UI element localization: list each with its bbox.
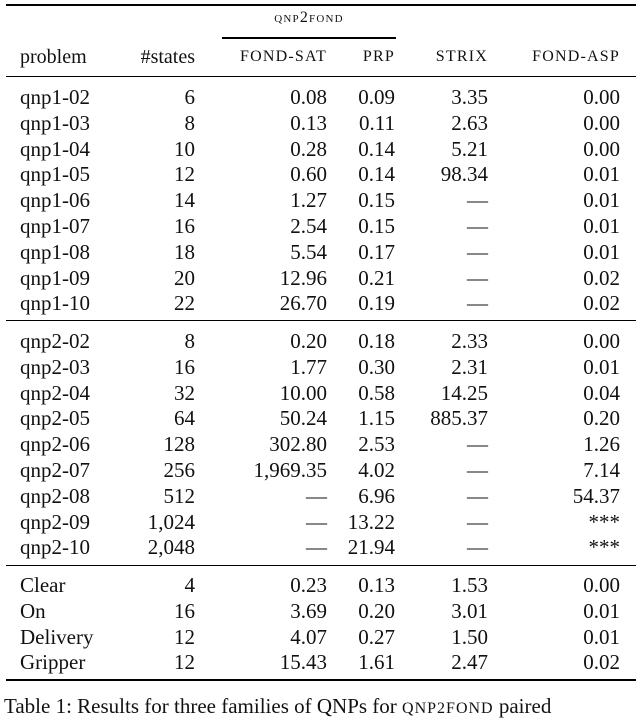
cell-states: 10 bbox=[174, 136, 195, 161]
cell-prp: 6.96 bbox=[358, 483, 395, 508]
cell-fond-sat: 10.00 bbox=[279, 380, 327, 405]
cell-fond-asp: 0.01 bbox=[583, 214, 620, 238]
cell-problem: qnp2-07 bbox=[20, 458, 90, 482]
cell-problem: qnp1-04 bbox=[20, 136, 90, 161]
cell-fond-sat: 1.77 bbox=[290, 354, 327, 379]
cell-fond-asp: 0.00 bbox=[583, 573, 620, 597]
cell-states: 12 bbox=[174, 650, 195, 675]
cell-problem: qnp2-08 bbox=[20, 483, 90, 508]
cell-fond-asp: 0.01 bbox=[583, 354, 620, 379]
cell-fond-asp: 0.01 bbox=[583, 239, 620, 264]
cell-fond-asp: 0.02 bbox=[583, 291, 620, 316]
cell-fond-asp: 0.01 bbox=[583, 188, 620, 213]
cell-fond-sat: 0.08 bbox=[290, 85, 327, 109]
cell-problem: On bbox=[20, 598, 46, 623]
cell-prp: 21.94 bbox=[347, 535, 395, 560]
col-header-states: #states bbox=[140, 46, 195, 68]
caption-suffix: paired bbox=[498, 694, 552, 718]
header-rule bbox=[6, 76, 636, 77]
cell-states: 12 bbox=[174, 624, 195, 649]
cell-fond-asp: 54.37 bbox=[572, 483, 620, 508]
cell-prp: 0.17 bbox=[358, 239, 395, 264]
cell-strix: — bbox=[467, 265, 488, 290]
cell-problem: qnp1-06 bbox=[20, 188, 90, 213]
cell-fond-sat: 1,969.35 bbox=[253, 458, 327, 482]
caption-prefix: Table 1: Results for three families of QNPs for bbox=[4, 694, 397, 718]
cell-states: 16 bbox=[174, 214, 195, 238]
cell-fond-asp: 0.01 bbox=[583, 162, 620, 187]
cell-fond-asp: 0.01 bbox=[583, 598, 620, 623]
col-header-prp: PRP bbox=[362, 48, 395, 65]
cell-prp: 0.15 bbox=[358, 188, 395, 213]
cell-states: 1,024 bbox=[147, 509, 195, 534]
cell-states: 12 bbox=[174, 162, 195, 187]
cell-prp: 0.18 bbox=[358, 329, 395, 353]
cell-problem: qnp2-06 bbox=[20, 432, 90, 457]
cell-problem: qnp2-05 bbox=[20, 406, 90, 431]
cell-fond-sat: 5.54 bbox=[290, 239, 327, 264]
cell-fond-sat: 0.13 bbox=[290, 110, 327, 135]
cell-problem: qnp1-07 bbox=[20, 214, 90, 238]
cell-problem: qnp1-02 bbox=[20, 85, 90, 109]
cell-prp: 0.58 bbox=[358, 380, 395, 405]
cell-strix: 1.50 bbox=[451, 624, 488, 649]
cell-states: 8 bbox=[184, 110, 195, 135]
cell-prp: 1.15 bbox=[358, 406, 395, 431]
cell-prp: 2.53 bbox=[358, 432, 395, 457]
cell-fond-sat: 302.80 bbox=[269, 432, 327, 457]
cell-states: 64 bbox=[174, 406, 195, 431]
cell-fond-asp: 0.02 bbox=[583, 265, 620, 290]
cell-problem: Clear bbox=[20, 573, 66, 597]
cell-prp: 0.30 bbox=[358, 354, 395, 379]
cell-problem: qnp1-10 bbox=[20, 291, 90, 316]
cell-prp: 0.09 bbox=[358, 85, 395, 109]
cell-fond-asp: 0.00 bbox=[583, 329, 620, 353]
cell-strix: 2.33 bbox=[451, 329, 488, 353]
cell-prp: 0.19 bbox=[358, 291, 395, 316]
cell-fond-sat: 0.28 bbox=[290, 136, 327, 161]
cell-prp: 13.22 bbox=[347, 509, 395, 534]
cell-fond-sat: 3.69 bbox=[290, 598, 327, 623]
cell-fond-asp: *** bbox=[588, 535, 620, 560]
cell-problem: Gripper bbox=[20, 650, 86, 675]
cell-strix: — bbox=[467, 509, 488, 534]
cell-strix: — bbox=[467, 188, 488, 213]
cell-fond-asp: 0.00 bbox=[583, 136, 620, 161]
table-caption bbox=[4, 693, 551, 722]
cell-fond-asp: 0.04 bbox=[583, 380, 620, 405]
cell-fond-sat: 0.23 bbox=[290, 573, 327, 597]
cell-strix: 2.47 bbox=[451, 650, 488, 675]
cell-fond-asp: 0.00 bbox=[583, 85, 620, 109]
cell-problem: Delivery bbox=[20, 624, 94, 649]
cell-states: 14 bbox=[174, 188, 195, 213]
cell-fond-sat: — bbox=[306, 509, 327, 534]
cell-strix: 98.34 bbox=[440, 162, 488, 187]
cell-states: 256 bbox=[163, 458, 195, 482]
cell-fond-sat: 4.07 bbox=[290, 624, 327, 649]
cell-strix: — bbox=[467, 291, 488, 316]
cell-fond-asp: 0.00 bbox=[583, 110, 620, 135]
cell-problem: qnp1-05 bbox=[20, 162, 90, 187]
group-header-rule bbox=[222, 37, 396, 39]
cell-fond-sat: 1.27 bbox=[290, 188, 327, 213]
cell-problem: qnp2-10 bbox=[20, 535, 90, 560]
cell-strix: — bbox=[467, 214, 488, 238]
cell-fond-sat: 12.96 bbox=[279, 265, 327, 290]
cell-prp: 4.02 bbox=[358, 458, 395, 482]
group-separator-2 bbox=[6, 565, 636, 566]
cell-problem: qnp2-03 bbox=[20, 354, 90, 379]
cell-fond-asp: *** bbox=[588, 509, 620, 534]
cell-strix: 1.53 bbox=[451, 573, 488, 597]
cell-strix: 2.31 bbox=[451, 354, 488, 379]
bottom-rule bbox=[6, 679, 636, 681]
cell-strix: 3.35 bbox=[451, 85, 488, 109]
cell-fond-sat: 2.54 bbox=[290, 214, 327, 238]
cell-problem: qnp2-04 bbox=[20, 380, 90, 405]
cell-fond-sat: 15.43 bbox=[279, 650, 327, 675]
caption-tool-name: QNP2FOND bbox=[402, 700, 494, 717]
cell-strix: 5.21 bbox=[451, 136, 488, 161]
cell-problem: qnp1-09 bbox=[20, 265, 90, 290]
cell-strix: — bbox=[467, 483, 488, 508]
cell-fond-asp: 0.01 bbox=[583, 624, 620, 649]
cell-problem: qnp2-09 bbox=[20, 509, 90, 534]
cell-prp: 0.13 bbox=[358, 573, 395, 597]
group-header-qnp2fond: qnp2fond bbox=[274, 9, 344, 26]
cell-fond-sat: — bbox=[306, 483, 327, 508]
cell-strix: 2.63 bbox=[451, 110, 488, 135]
cell-states: 8 bbox=[184, 329, 195, 353]
cell-problem: qnp1-03 bbox=[20, 110, 90, 135]
cell-fond-asp: 1.26 bbox=[583, 432, 620, 457]
cell-strix: 885.37 bbox=[430, 406, 488, 431]
cell-prp: 0.27 bbox=[358, 624, 395, 649]
cell-fond-sat: 0.20 bbox=[290, 329, 327, 353]
cell-states: 18 bbox=[174, 239, 195, 264]
cell-prp: 0.14 bbox=[358, 136, 395, 161]
cell-prp: 0.11 bbox=[359, 110, 395, 135]
cell-states: 2,048 bbox=[147, 535, 195, 560]
col-header-strix: STRIX bbox=[435, 48, 488, 65]
cell-prp: 0.21 bbox=[358, 265, 395, 290]
cell-states: 16 bbox=[174, 354, 195, 379]
cell-strix: 3.01 bbox=[451, 598, 488, 623]
cell-states: 22 bbox=[174, 291, 195, 316]
cell-prp: 0.14 bbox=[358, 162, 395, 187]
cell-states: 32 bbox=[174, 380, 195, 405]
cell-prp: 1.61 bbox=[358, 650, 395, 675]
cell-strix: — bbox=[467, 432, 488, 457]
cell-fond-sat: 26.70 bbox=[279, 291, 327, 316]
cell-states: 16 bbox=[174, 598, 195, 623]
cell-strix: — bbox=[467, 239, 488, 264]
group-separator-1 bbox=[6, 320, 636, 321]
cell-strix: — bbox=[467, 535, 488, 560]
cell-problem: qnp1-08 bbox=[20, 239, 90, 264]
col-header-fond-sat: FOND-SAT bbox=[240, 48, 327, 65]
cell-fond-asp: 0.02 bbox=[583, 650, 620, 675]
cell-fond-sat: 50.24 bbox=[279, 406, 327, 431]
cell-strix: — bbox=[467, 458, 488, 482]
cell-strix: 14.25 bbox=[440, 380, 488, 405]
cell-states: 128 bbox=[163, 432, 195, 457]
cell-prp: 0.20 bbox=[358, 598, 395, 623]
cell-fond-asp: 0.20 bbox=[583, 406, 620, 431]
cell-states: 512 bbox=[163, 483, 195, 508]
cell-fond-sat: — bbox=[306, 535, 327, 560]
cell-problem: qnp2-02 bbox=[20, 329, 90, 353]
cell-states: 20 bbox=[174, 265, 195, 290]
cell-fond-asp: 7.14 bbox=[583, 458, 620, 482]
cell-states: 4 bbox=[184, 573, 195, 597]
top-rule bbox=[6, 4, 636, 6]
cell-fond-sat: 0.60 bbox=[290, 162, 327, 187]
col-header-problem: problem bbox=[20, 46, 87, 68]
col-header-fond-asp: FOND-ASP bbox=[532, 48, 620, 65]
cell-states: 6 bbox=[184, 85, 195, 109]
cell-prp: 0.15 bbox=[358, 214, 395, 238]
